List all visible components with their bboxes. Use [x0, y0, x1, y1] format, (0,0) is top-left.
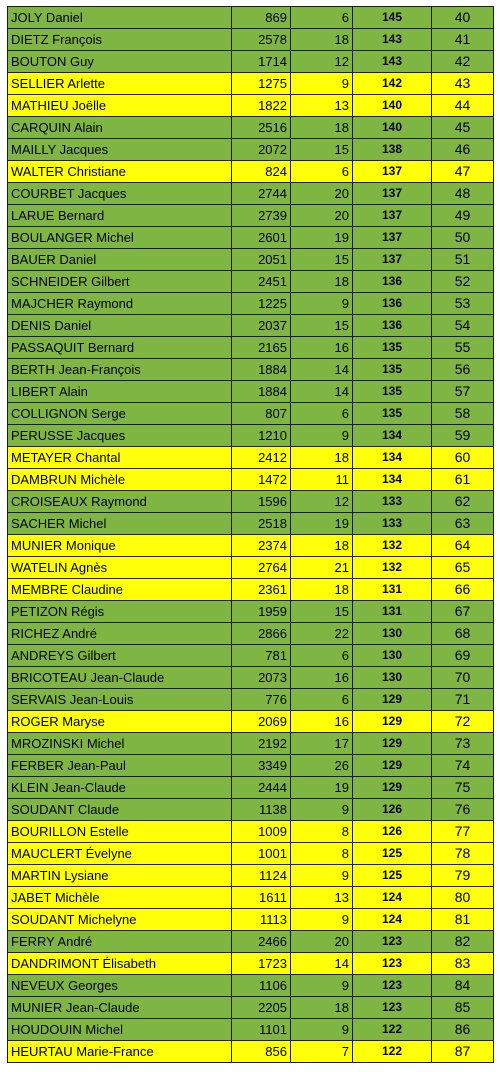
score-cell: 124	[353, 909, 432, 931]
table-row	[8, 425, 494, 447]
table-row	[8, 645, 494, 667]
player-name-cell: CARQUIN Alain	[8, 117, 232, 139]
score-cell: 125	[353, 843, 432, 865]
player-name-cell: MATHIEU Joëlle	[8, 95, 232, 117]
total-points-cell: 856	[232, 1041, 291, 1063]
score-cell: 142	[353, 73, 432, 95]
player-name-cell: KLEIN Jean-Claude	[8, 777, 232, 799]
total-points-cell: 2069	[232, 711, 291, 733]
score-cell: 129	[353, 689, 432, 711]
rank-cell: 69	[432, 645, 494, 667]
rank-cell: 60	[432, 447, 494, 469]
total-points-cell: 1113	[232, 909, 291, 931]
count-cell: 20	[291, 183, 353, 205]
rank-cell: 61	[432, 469, 494, 491]
table-row	[8, 117, 494, 139]
total-points-cell: 2451	[232, 271, 291, 293]
score-cell: 136	[353, 293, 432, 315]
score-cell: 137	[353, 183, 432, 205]
player-name-cell: LARUE Bernard	[8, 205, 232, 227]
score-cell: 135	[353, 337, 432, 359]
table-row	[8, 623, 494, 645]
rank-cell: 74	[432, 755, 494, 777]
rank-cell: 77	[432, 821, 494, 843]
player-name-cell: WATELIN Agnès	[8, 557, 232, 579]
table-row	[8, 931, 494, 953]
total-points-cell: 2866	[232, 623, 291, 645]
player-name-cell: COURBET Jacques	[8, 183, 232, 205]
total-points-cell: 1884	[232, 359, 291, 381]
count-cell: 19	[291, 513, 353, 535]
total-points-cell: 2412	[232, 447, 291, 469]
total-points-cell: 1275	[232, 73, 291, 95]
score-cell: 133	[353, 491, 432, 513]
score-cell: 131	[353, 601, 432, 623]
count-cell: 13	[291, 95, 353, 117]
total-points-cell: 1472	[232, 469, 291, 491]
player-name-cell: SELLIER Arlette	[8, 73, 232, 95]
player-name-cell: MUNIER Jean-Claude	[8, 997, 232, 1019]
player-name-cell: DENIS Daniel	[8, 315, 232, 337]
table-row	[8, 1041, 494, 1063]
table-row	[8, 843, 494, 865]
total-points-cell: 1596	[232, 491, 291, 513]
player-name-cell: RICHEZ André	[8, 623, 232, 645]
table-row	[8, 95, 494, 117]
player-name-cell: FERBER Jean-Paul	[8, 755, 232, 777]
score-cell: 134	[353, 425, 432, 447]
player-name-cell: MARTIN Lysiane	[8, 865, 232, 887]
count-cell: 16	[291, 711, 353, 733]
player-name-cell: MAUCLERT Évelyne	[8, 843, 232, 865]
total-points-cell: 869	[232, 7, 291, 29]
table-row	[8, 183, 494, 205]
count-cell: 17	[291, 733, 353, 755]
rank-cell: 73	[432, 733, 494, 755]
player-name-cell: METAYER Chantal	[8, 447, 232, 469]
rank-cell: 52	[432, 271, 494, 293]
player-name-cell: BERTH Jean-François	[8, 359, 232, 381]
total-points-cell: 2361	[232, 579, 291, 601]
table-row	[8, 29, 494, 51]
player-name-cell: BAUER Daniel	[8, 249, 232, 271]
rank-cell: 87	[432, 1041, 494, 1063]
total-points-cell: 1723	[232, 953, 291, 975]
score-cell: 124	[353, 887, 432, 909]
score-cell: 137	[353, 249, 432, 271]
score-cell: 132	[353, 557, 432, 579]
count-cell: 9	[291, 1019, 353, 1041]
total-points-cell: 1714	[232, 51, 291, 73]
count-cell: 6	[291, 689, 353, 711]
count-cell: 14	[291, 381, 353, 403]
player-name-cell: PASSAQUIT Bernard	[8, 337, 232, 359]
score-cell: 137	[353, 205, 432, 227]
player-name-cell: MAILLY Jacques	[8, 139, 232, 161]
total-points-cell: 2444	[232, 777, 291, 799]
score-cell: 140	[353, 95, 432, 117]
rank-cell: 50	[432, 227, 494, 249]
ranking-table-body	[8, 7, 494, 1063]
count-cell: 9	[291, 909, 353, 931]
count-cell: 15	[291, 315, 353, 337]
table-row	[8, 271, 494, 293]
score-cell: 136	[353, 271, 432, 293]
table-row	[8, 1019, 494, 1041]
score-cell: 135	[353, 381, 432, 403]
count-cell: 16	[291, 667, 353, 689]
player-name-cell: BOULANGER Michel	[8, 227, 232, 249]
player-name-cell: HEURTAU Marie-France	[8, 1041, 232, 1063]
score-cell: 133	[353, 513, 432, 535]
ranking-table	[7, 6, 494, 1063]
player-name-cell: MROZINSKI Michel	[8, 733, 232, 755]
count-cell: 18	[291, 997, 353, 1019]
player-name-cell: MUNIER Monique	[8, 535, 232, 557]
total-points-cell: 1884	[232, 381, 291, 403]
player-name-cell: ANDREYS Gilbert	[8, 645, 232, 667]
rank-cell: 76	[432, 799, 494, 821]
player-name-cell: CROISEAUX Raymond	[8, 491, 232, 513]
total-points-cell: 2073	[232, 667, 291, 689]
rank-cell: 53	[432, 293, 494, 315]
total-points-cell: 1138	[232, 799, 291, 821]
player-name-cell: BOUTON Guy	[8, 51, 232, 73]
count-cell: 15	[291, 139, 353, 161]
score-cell: 129	[353, 777, 432, 799]
count-cell: 22	[291, 623, 353, 645]
count-cell: 18	[291, 117, 353, 139]
score-cell: 126	[353, 799, 432, 821]
table-row	[8, 535, 494, 557]
count-cell: 18	[291, 535, 353, 557]
total-points-cell: 807	[232, 403, 291, 425]
player-name-cell: SCHNEIDER Gilbert	[8, 271, 232, 293]
rank-cell: 71	[432, 689, 494, 711]
score-cell: 122	[353, 1019, 432, 1041]
table-row	[8, 293, 494, 315]
count-cell: 21	[291, 557, 353, 579]
rank-cell: 48	[432, 183, 494, 205]
total-points-cell: 1611	[232, 887, 291, 909]
rank-cell: 65	[432, 557, 494, 579]
count-cell: 15	[291, 601, 353, 623]
score-cell: 130	[353, 667, 432, 689]
rank-cell: 86	[432, 1019, 494, 1041]
score-cell: 138	[353, 139, 432, 161]
score-cell: 123	[353, 975, 432, 997]
rank-cell: 47	[432, 161, 494, 183]
table-row	[8, 315, 494, 337]
total-points-cell: 2764	[232, 557, 291, 579]
count-cell: 16	[291, 337, 353, 359]
count-cell: 12	[291, 51, 353, 73]
table-row	[8, 513, 494, 535]
rank-cell: 78	[432, 843, 494, 865]
total-points-cell: 1124	[232, 865, 291, 887]
table-row	[8, 491, 494, 513]
total-points-cell: 2466	[232, 931, 291, 953]
score-cell: 130	[353, 623, 432, 645]
count-cell: 14	[291, 953, 353, 975]
table-row	[8, 161, 494, 183]
table-row	[8, 227, 494, 249]
count-cell: 9	[291, 425, 353, 447]
player-name-cell: PETIZON Régis	[8, 601, 232, 623]
rank-cell: 63	[432, 513, 494, 535]
player-name-cell: ROGER Maryse	[8, 711, 232, 733]
score-cell: 129	[353, 711, 432, 733]
total-points-cell: 1210	[232, 425, 291, 447]
player-name-cell: DIETZ François	[8, 29, 232, 51]
count-cell: 13	[291, 887, 353, 909]
player-name-cell: MAJCHER Raymond	[8, 293, 232, 315]
table-row	[8, 997, 494, 1019]
count-cell: 11	[291, 469, 353, 491]
rank-cell: 51	[432, 249, 494, 271]
total-points-cell: 1959	[232, 601, 291, 623]
rank-cell: 44	[432, 95, 494, 117]
rank-cell: 67	[432, 601, 494, 623]
table-row	[8, 557, 494, 579]
count-cell: 18	[291, 29, 353, 51]
count-cell: 18	[291, 271, 353, 293]
table-row	[8, 139, 494, 161]
table-row	[8, 7, 494, 29]
total-points-cell: 2744	[232, 183, 291, 205]
score-cell: 140	[353, 117, 432, 139]
player-name-cell: BOURILLON Estelle	[8, 821, 232, 843]
total-points-cell: 2739	[232, 205, 291, 227]
count-cell: 9	[291, 73, 353, 95]
table-row	[8, 447, 494, 469]
total-points-cell: 1822	[232, 95, 291, 117]
rank-cell: 79	[432, 865, 494, 887]
score-cell: 129	[353, 733, 432, 755]
count-cell: 8	[291, 821, 353, 843]
table-row	[8, 821, 494, 843]
rank-cell: 72	[432, 711, 494, 733]
table-row	[8, 667, 494, 689]
table-row	[8, 73, 494, 95]
rank-cell: 64	[432, 535, 494, 557]
player-name-cell: SACHER Michel	[8, 513, 232, 535]
table-row	[8, 337, 494, 359]
count-cell: 6	[291, 403, 353, 425]
player-name-cell: COLLIGNON Serge	[8, 403, 232, 425]
score-cell: 134	[353, 447, 432, 469]
total-points-cell: 1225	[232, 293, 291, 315]
count-cell: 6	[291, 645, 353, 667]
total-points-cell: 2516	[232, 117, 291, 139]
table-row	[8, 205, 494, 227]
total-points-cell: 2192	[232, 733, 291, 755]
table-row	[8, 359, 494, 381]
score-cell: 123	[353, 931, 432, 953]
player-name-cell: DAMBRUN Michèle	[8, 469, 232, 491]
score-cell: 136	[353, 315, 432, 337]
total-points-cell: 776	[232, 689, 291, 711]
total-points-cell: 2518	[232, 513, 291, 535]
rank-cell: 82	[432, 931, 494, 953]
count-cell: 20	[291, 205, 353, 227]
score-cell: 126	[353, 821, 432, 843]
player-name-cell: WALTER Christiane	[8, 161, 232, 183]
table-row	[8, 579, 494, 601]
score-cell: 134	[353, 469, 432, 491]
count-cell: 15	[291, 249, 353, 271]
table-row	[8, 909, 494, 931]
total-points-cell: 3349	[232, 755, 291, 777]
score-cell: 143	[353, 51, 432, 73]
score-cell: 145	[353, 7, 432, 29]
player-name-cell: NEVEUX Georges	[8, 975, 232, 997]
rank-cell: 80	[432, 887, 494, 909]
rank-cell: 54	[432, 315, 494, 337]
rank-cell: 84	[432, 975, 494, 997]
total-points-cell: 824	[232, 161, 291, 183]
count-cell: 26	[291, 755, 353, 777]
score-cell: 135	[353, 359, 432, 381]
rank-cell: 81	[432, 909, 494, 931]
rank-cell: 46	[432, 139, 494, 161]
total-points-cell: 2051	[232, 249, 291, 271]
count-cell: 19	[291, 777, 353, 799]
rank-cell: 55	[432, 337, 494, 359]
rank-cell: 68	[432, 623, 494, 645]
player-name-cell: HOUDOUIN Michel	[8, 1019, 232, 1041]
table-row	[8, 975, 494, 997]
player-name-cell: SOUDANT Claude	[8, 799, 232, 821]
score-cell: 123	[353, 953, 432, 975]
table-row	[8, 381, 494, 403]
count-cell: 19	[291, 227, 353, 249]
table-row	[8, 755, 494, 777]
total-points-cell: 1101	[232, 1019, 291, 1041]
total-points-cell: 2205	[232, 997, 291, 1019]
total-points-cell: 2037	[232, 315, 291, 337]
count-cell: 18	[291, 447, 353, 469]
rank-cell: 43	[432, 73, 494, 95]
table-row	[8, 469, 494, 491]
player-name-cell: MEMBRE Claudine	[8, 579, 232, 601]
player-name-cell: JOLY Daniel	[8, 7, 232, 29]
rank-cell: 59	[432, 425, 494, 447]
count-cell: 9	[291, 975, 353, 997]
rank-cell: 40	[432, 7, 494, 29]
player-name-cell: PERUSSE Jacques	[8, 425, 232, 447]
count-cell: 20	[291, 931, 353, 953]
total-points-cell: 2374	[232, 535, 291, 557]
rank-cell: 75	[432, 777, 494, 799]
rank-cell: 85	[432, 997, 494, 1019]
rank-cell: 42	[432, 51, 494, 73]
player-name-cell: DANDRIMONT Élisabeth	[8, 953, 232, 975]
score-cell: 137	[353, 161, 432, 183]
rank-cell: 62	[432, 491, 494, 513]
rank-cell: 83	[432, 953, 494, 975]
total-points-cell: 1106	[232, 975, 291, 997]
table-row	[8, 733, 494, 755]
score-cell: 135	[353, 403, 432, 425]
score-cell: 130	[353, 645, 432, 667]
rank-cell: 41	[432, 29, 494, 51]
table-row	[8, 601, 494, 623]
count-cell: 18	[291, 579, 353, 601]
score-cell: 123	[353, 997, 432, 1019]
total-points-cell: 2072	[232, 139, 291, 161]
rank-cell: 49	[432, 205, 494, 227]
count-cell: 12	[291, 491, 353, 513]
table-row	[8, 777, 494, 799]
score-cell: 122	[353, 1041, 432, 1063]
rank-cell: 66	[432, 579, 494, 601]
player-name-cell: FERRY André	[8, 931, 232, 953]
count-cell: 6	[291, 161, 353, 183]
total-points-cell: 1001	[232, 843, 291, 865]
rank-cell: 58	[432, 403, 494, 425]
player-name-cell: LIBERT Alain	[8, 381, 232, 403]
table-row	[8, 865, 494, 887]
score-cell: 125	[353, 865, 432, 887]
table-row	[8, 711, 494, 733]
table-row	[8, 403, 494, 425]
count-cell: 9	[291, 865, 353, 887]
score-cell: 143	[353, 29, 432, 51]
table-row	[8, 51, 494, 73]
rank-cell: 56	[432, 359, 494, 381]
rank-cell: 70	[432, 667, 494, 689]
table-row	[8, 689, 494, 711]
total-points-cell: 2578	[232, 29, 291, 51]
table-row	[8, 249, 494, 271]
score-cell: 131	[353, 579, 432, 601]
total-points-cell: 2165	[232, 337, 291, 359]
score-cell: 129	[353, 755, 432, 777]
count-cell: 14	[291, 359, 353, 381]
total-points-cell: 781	[232, 645, 291, 667]
count-cell: 7	[291, 1041, 353, 1063]
rank-cell: 45	[432, 117, 494, 139]
player-name-cell: JABET Michèle	[8, 887, 232, 909]
table-row	[8, 799, 494, 821]
score-cell: 137	[353, 227, 432, 249]
player-name-cell: SERVAIS Jean-Louis	[8, 689, 232, 711]
score-cell: 132	[353, 535, 432, 557]
count-cell: 9	[291, 799, 353, 821]
total-points-cell: 2601	[232, 227, 291, 249]
count-cell: 8	[291, 843, 353, 865]
table-row	[8, 887, 494, 909]
rank-cell: 57	[432, 381, 494, 403]
total-points-cell: 1009	[232, 821, 291, 843]
player-name-cell: SOUDANT Michelyne	[8, 909, 232, 931]
count-cell: 9	[291, 293, 353, 315]
table-row	[8, 953, 494, 975]
player-name-cell: BRICOTEAU Jean-Claude	[8, 667, 232, 689]
count-cell: 6	[291, 7, 353, 29]
